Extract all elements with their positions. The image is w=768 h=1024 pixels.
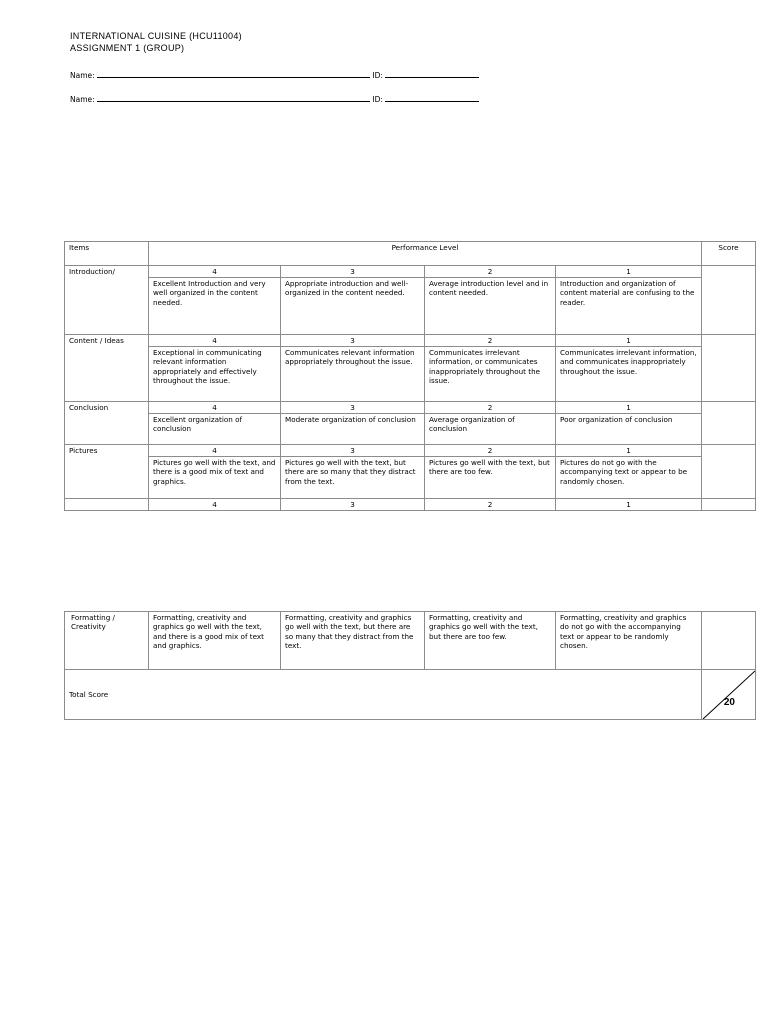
item-pictures: Pictures (65, 445, 149, 499)
level-4: 4 (149, 499, 281, 511)
level-3: 3 (281, 445, 425, 457)
level-3: 3 (281, 335, 425, 347)
level-4: 4 (149, 266, 281, 278)
desc-cell: Introduction and organization of content material are confusing to the reader. (556, 278, 702, 335)
blank-item-cell (65, 499, 149, 511)
id-label: ID: (372, 95, 383, 104)
score-cell[interactable] (702, 612, 756, 670)
desc-cell: Formatting, creativity and graphics do not go with the accompanying text or appear to be randomly chosen. (556, 612, 702, 670)
table-row (65, 266, 756, 278)
level-1: 1 (556, 335, 702, 347)
total-row (65, 670, 756, 720)
level-1: 1 (556, 499, 702, 511)
level-1: 1 (556, 266, 702, 278)
table-row (65, 414, 756, 445)
total-max: 20 (723, 697, 735, 708)
items-header: Items (65, 242, 149, 266)
level-1: 1 (556, 445, 702, 457)
desc-cell: Poor organization of conclusion (556, 414, 702, 445)
table-row (65, 612, 756, 670)
desc-cell: Pictures go well with the text, but there are so many that they distract from the text. (281, 457, 425, 499)
desc-cell: Exceptional in communicating relevant information appropriately and effectively throughout the issue. (149, 347, 281, 402)
level-3: 3 (281, 499, 425, 511)
diagonal-divider (702, 670, 756, 720)
level-4: 4 (149, 402, 281, 414)
name-row-1 (70, 70, 479, 80)
desc-cell: Formatting, creativity and graphics go well with the text, but there are so many that they distract from the text. (281, 612, 425, 670)
desc-cell: Pictures go well with the text, and there is a good mix of text and graphics. (149, 457, 281, 499)
score-header: Score (702, 242, 756, 266)
table-row (65, 335, 756, 347)
table-row (65, 278, 756, 335)
name-row-2 (70, 94, 479, 104)
score-cell[interactable] (702, 499, 756, 511)
name-label: Name: (70, 95, 95, 104)
item-formatting-creativity: Formatting / Creativity (65, 612, 149, 670)
level-2: 2 (425, 402, 556, 414)
performance-header: Performance Level (149, 242, 702, 266)
total-score-text: Total Score (69, 689, 109, 699)
rubric-header-row (65, 242, 756, 266)
score-cell[interactable] (702, 445, 756, 499)
desc-cell: Pictures go well with the text, but there are too few. (425, 457, 556, 499)
level-4: 4 (149, 445, 281, 457)
item-introduction: Introduction/ (65, 266, 149, 335)
rubric-table-continued (64, 611, 756, 720)
desc-cell: Average introduction level and in content needed. (425, 278, 556, 335)
desc-cell: Communicates irrelevant information, or communicates inappropriately throughout the issue. (425, 347, 556, 402)
desc-cell: Excellent organization of conclusion (149, 414, 281, 445)
desc-cell: Appropriate introduction and well-organized in the content needed. (281, 278, 425, 335)
name-label: Name: (70, 71, 95, 80)
total-score-label (65, 670, 702, 720)
level-2: 2 (425, 499, 556, 511)
desc-cell: Pictures do not go with the accompanying text or appear to be randomly chosen. (556, 457, 702, 499)
rubric-table (64, 241, 756, 511)
score-cell[interactable] (702, 335, 756, 402)
item-conclusion: Conclusion (65, 402, 149, 445)
name-input[interactable] (97, 94, 370, 102)
course-title: INTERNATIONAL CUISINE (HCU11004) (70, 31, 242, 41)
level-3: 3 (281, 402, 425, 414)
score-cell[interactable] (702, 266, 756, 335)
table-row (65, 445, 756, 457)
id-input[interactable] (385, 94, 479, 102)
level-2: 2 (425, 266, 556, 278)
total-score-cell[interactable] (702, 670, 756, 720)
name-input[interactable] (97, 70, 370, 78)
id-input[interactable] (385, 70, 479, 78)
table-row (65, 402, 756, 414)
level-1: 1 (556, 402, 702, 414)
score-cell[interactable] (702, 402, 756, 445)
level-2: 2 (425, 445, 556, 457)
item-content-ideas: Content / Ideas (65, 335, 149, 402)
level-2: 2 (425, 335, 556, 347)
desc-cell: Excellent Introduction and very well organized in the content needed. (149, 278, 281, 335)
desc-cell: Average organization of conclusion (425, 414, 556, 445)
desc-cell: Formatting, creativity and graphics go well with the text, but there are too few. (425, 612, 556, 670)
table-row (65, 457, 756, 499)
table-row (65, 499, 756, 511)
assignment-title: ASSIGNMENT 1 (GROUP) (70, 43, 185, 53)
id-label: ID: (372, 71, 383, 80)
table-row (65, 347, 756, 402)
desc-cell: Formatting, creativity and graphics go well with the text, and there is a good mix of text and graphics. (149, 612, 281, 670)
level-4: 4 (149, 335, 281, 347)
desc-cell: Communicates relevant information appropriately throughout the issue. (281, 347, 425, 402)
desc-cell: Communicates irrelevant information, and communicates inappropriately throughout the issue. (556, 347, 702, 402)
level-3: 3 (281, 266, 425, 278)
desc-cell: Moderate organization of conclusion (281, 414, 425, 445)
